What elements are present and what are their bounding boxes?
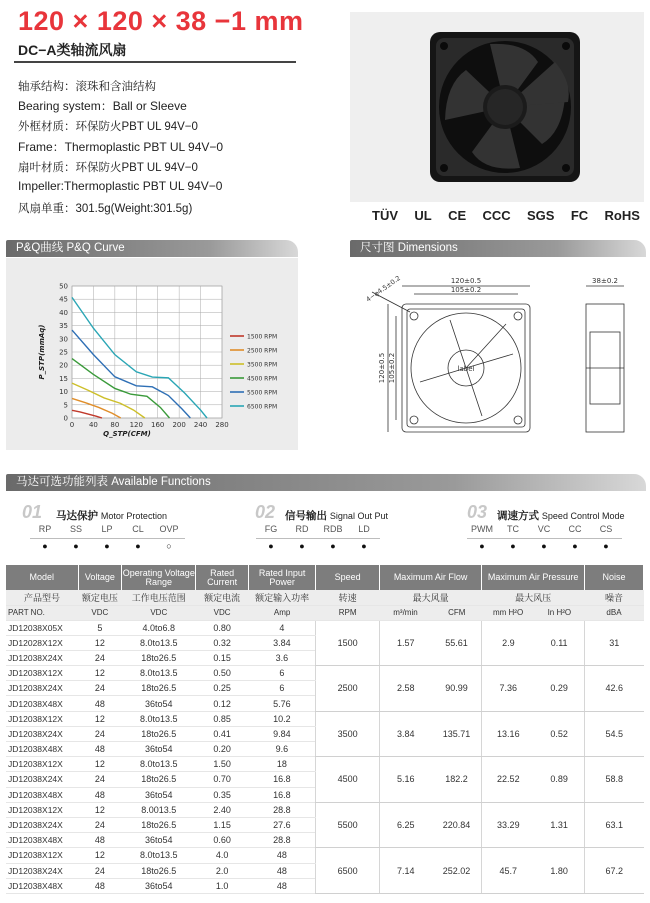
pq-chart: [30, 272, 298, 440]
model-cell: JD12038X24X: [6, 772, 78, 787]
table-cell: 36to54: [122, 742, 196, 757]
table-cell: 16.8: [248, 772, 316, 787]
dim-hole: 4−φ4.5±0.2: [364, 274, 402, 304]
function-code: CL: [132, 524, 144, 534]
legend-entry: 3500 RPM: [247, 361, 278, 369]
legend-entry: 2500 RPM: [247, 347, 278, 355]
table-unit: VDC: [78, 605, 122, 620]
table-cell: 18: [248, 757, 316, 772]
fan-photo: [350, 12, 644, 202]
table-row: [6, 666, 644, 681]
model-cell: JD12038X24X: [6, 726, 78, 741]
function-mark: ●: [73, 541, 79, 551]
table-cell: 36to54: [122, 878, 196, 893]
x-tick-label: 160: [151, 421, 165, 429]
y-axis-label: P_STP(mmAq): [38, 324, 46, 380]
y-tick-label: 50: [59, 282, 68, 291]
function-number: 02: [255, 502, 276, 522]
table-row: [6, 802, 644, 817]
section-functions: 马达可选功能列表 Available Functions: [6, 474, 646, 491]
certification-row: [372, 203, 640, 227]
airflow-m3-cell: 6.25: [379, 802, 431, 848]
function-title: 调速方式 Speed Control Mode: [497, 510, 625, 522]
function-code: CS: [599, 524, 613, 534]
sgs-icon: SGS: [527, 207, 555, 223]
pressure-in-cell: 1.80: [534, 848, 584, 894]
table-cell: 0.60: [196, 833, 248, 848]
table-cell: 27.6: [248, 817, 316, 832]
pressure-mm-cell: 13.16: [482, 711, 534, 757]
pressure-mm-cell: 22.52: [482, 757, 534, 803]
table-cell: 12: [78, 666, 122, 681]
table-cell: 48: [248, 863, 316, 878]
table-cell: 24: [78, 772, 122, 787]
function-number: 01: [22, 502, 43, 522]
function-title: 马达保护 Motor Protection: [56, 510, 167, 522]
rohs-icon: RoHS: [604, 207, 640, 223]
table-cell: 8.0to13.5: [122, 711, 196, 726]
dim-inner-width: 105±0.2: [450, 286, 482, 294]
spec-bearing-en: Bearing system：Ball or Sleeve: [18, 99, 187, 113]
table-cell: 3.84: [248, 635, 316, 650]
y-tick-label: 15: [59, 374, 68, 383]
airflow-m3-cell: 3.84: [379, 711, 431, 757]
table-cell: 4.0: [196, 848, 248, 863]
table-cell: 0.85: [196, 711, 248, 726]
noise-cell: 67.2: [584, 848, 643, 894]
table-cell: 28.8: [248, 833, 316, 848]
function-mark: ○: [166, 541, 172, 551]
table-header-cn: 转速: [316, 590, 379, 605]
table-row: [6, 620, 644, 635]
table-cell: 0.12: [196, 696, 248, 711]
speed-cell: 3500: [316, 711, 379, 757]
speed-cell: 2500: [316, 666, 379, 712]
table-cell: 5: [78, 620, 122, 635]
dim-height: 120±0.5: [378, 352, 386, 384]
x-tick-label: 240: [193, 421, 208, 429]
table-header: Rated Current: [196, 565, 248, 590]
table-cell: 8.0to13.5: [122, 635, 196, 650]
model-cell: JD12038X24X: [6, 681, 78, 696]
table-unit: PART NO.: [6, 605, 78, 620]
model-cell: JD12038X12X: [6, 711, 78, 726]
table-cell: 18to26.5: [122, 863, 196, 878]
function-divider: [256, 538, 380, 539]
table-cell: 8.0to13.5: [122, 848, 196, 863]
noise-cell: 58.8: [584, 757, 643, 803]
table-cell: 18to26.5: [122, 650, 196, 665]
noise-cell: 54.5: [584, 711, 643, 757]
dim-label: label: [457, 365, 475, 373]
table-cell: 48: [248, 878, 316, 893]
ul-icon: UL: [414, 207, 432, 223]
model-cell: JD12038X24X: [6, 650, 78, 665]
table-header: Rated Input Power: [248, 565, 316, 590]
table-cell: 18to26.5: [122, 681, 196, 696]
speed-cell: 5500: [316, 802, 379, 848]
y-tick-label: 10: [59, 388, 68, 397]
table-header: Maximum Air Flow: [379, 565, 482, 590]
table-cell: 2.40: [196, 802, 248, 817]
table-row: [6, 711, 644, 726]
y-tick-label: 25: [59, 348, 68, 357]
pressure-mm-cell: 2.9: [482, 620, 534, 666]
table-cell: 12: [78, 757, 122, 772]
x-tick-label: 280: [215, 421, 229, 429]
table-header: Operating Voltage Range: [122, 565, 196, 590]
function-code: LP: [101, 524, 113, 534]
table-unit: dBA: [584, 605, 643, 620]
table-cell: 18to26.5: [122, 817, 196, 832]
model-cell: JD12038X48X: [6, 787, 78, 802]
function-mark: ●: [510, 541, 516, 551]
function-title: 信号输出 Signal Out Put: [285, 510, 388, 522]
table-cell: 0.32: [196, 635, 248, 650]
table-cell: 4: [248, 620, 316, 635]
model-cell: JD12038X48X: [6, 878, 78, 893]
table-cell: 2.0: [196, 863, 248, 878]
airflow-cfm-cell: 55.61: [432, 620, 482, 666]
table-cell: 24: [78, 726, 122, 741]
pressure-in-cell: 0.11: [534, 620, 584, 666]
table-cell: 8.0013.5: [122, 802, 196, 817]
table-header-cn: 额定电流: [196, 590, 248, 605]
model-cell: JD12028X12X: [6, 635, 78, 650]
table-cell: 9.84: [248, 726, 316, 741]
legend-entry: 5500 RPM: [247, 389, 278, 397]
section-pq-curve: P&Q曲线 P&Q Curve: [6, 240, 298, 257]
table-header-cn: 额定电压: [78, 590, 122, 605]
table-cell: 48: [78, 787, 122, 802]
table-header: Voltage: [78, 565, 122, 590]
table-header-cn: 产品型号: [6, 590, 78, 605]
x-tick-label: 40: [88, 421, 98, 429]
function-code: LD: [358, 524, 370, 534]
airflow-m3-cell: 7.14: [379, 848, 431, 894]
table-header: Maximum Air Pressure: [482, 565, 585, 590]
spec-impeller-en: Impeller:Thermoplastic PBT UL 94V−0: [18, 179, 223, 193]
function-code: CC: [568, 524, 582, 534]
table-cell: 48: [248, 848, 316, 863]
airflow-cfm-cell: 182.2: [432, 757, 482, 803]
table-cell: 24: [78, 650, 122, 665]
function-mark: ●: [603, 541, 609, 551]
function-divider: [30, 538, 185, 539]
pressure-mm-cell: 7.36: [482, 666, 534, 712]
function-code: RP: [38, 524, 52, 534]
pressure-in-cell: 0.29: [534, 666, 584, 712]
table-cell: 0.70: [196, 772, 248, 787]
table-cell: 0.15: [196, 650, 248, 665]
model-cell: JD12038X48X: [6, 696, 78, 711]
table-cell: 0.41: [196, 726, 248, 741]
dim-width: 120±0.5: [450, 277, 482, 285]
function-mark: ●: [135, 541, 141, 551]
table-cell: 3.6: [248, 650, 316, 665]
model-cell: JD12038X24X: [6, 817, 78, 832]
function-mark: ●: [104, 541, 110, 551]
x-tick-label: 200: [172, 421, 186, 429]
ccc-icon: CCC: [482, 207, 511, 223]
table-cell: 28.8: [248, 802, 316, 817]
function-mark: ●: [572, 541, 578, 551]
function-code: PWM: [471, 524, 493, 534]
page-subtitle: DC−A类轴流风扇: [18, 42, 127, 58]
legend-entry: 6500 RPM: [247, 403, 278, 411]
page-title: 120 × 120 × 38 −1 mm: [18, 6, 304, 36]
table-cell: 5.76: [248, 696, 316, 711]
x-tick-label: 0: [69, 421, 75, 429]
table-cell: 4.0to6.8: [122, 620, 196, 635]
function-divider: [467, 538, 622, 539]
y-tick-label: 40: [59, 308, 68, 317]
table-unit: VDC: [196, 605, 248, 620]
speed-cell: 6500: [316, 848, 379, 894]
table-unit: VDC: [122, 605, 196, 620]
table-header: Model: [6, 565, 78, 590]
table-cell: 48: [78, 878, 122, 893]
table-header-cn: 工作电压范围: [122, 590, 196, 605]
dim-depth: 38±0.2: [592, 277, 618, 285]
airflow-cfm-cell: 252.02: [432, 848, 482, 894]
table-unit: In H²O: [534, 605, 584, 620]
function-number: 03: [467, 502, 488, 522]
table-unit: CFM: [432, 605, 482, 620]
airflow-m3-cell: 1.57: [379, 620, 431, 666]
legend-entry: 4500 RPM: [247, 375, 278, 383]
spec-table: [6, 565, 644, 894]
model-cell: JD12038X12X: [6, 666, 78, 681]
table-cell: 24: [78, 863, 122, 878]
table-cell: 0.80: [196, 620, 248, 635]
function-code: VC: [537, 524, 551, 534]
table-cell: 9.6: [248, 742, 316, 757]
function-mark: ●: [479, 541, 485, 551]
function-code: TC: [507, 524, 519, 534]
table-cell: 36to54: [122, 787, 196, 802]
table-cell: 0.35: [196, 787, 248, 802]
table-cell: 1.50: [196, 757, 248, 772]
table-cell: 48: [78, 833, 122, 848]
function-mark: ●: [361, 541, 367, 551]
function-code: RDB: [323, 524, 343, 534]
table-unit: m³/min: [379, 605, 431, 620]
y-tick-label: 30: [59, 335, 68, 344]
speed-cell: 4500: [316, 757, 379, 803]
function-mark: ●: [268, 541, 274, 551]
table-cell: 6: [248, 681, 316, 696]
table-cell: 0.50: [196, 666, 248, 681]
table-cell: 48: [78, 696, 122, 711]
table-header-cn: 最大风量: [379, 590, 482, 605]
airflow-m3-cell: 5.16: [379, 757, 431, 803]
table-cell: 12: [78, 802, 122, 817]
y-tick-label: 5: [63, 401, 68, 410]
x-axis-label: Q_STP(CFM): [103, 430, 151, 438]
spec-frame-cn: 外框材质：环保防火PBT UL 94V−0: [18, 121, 198, 133]
pressure-mm-cell: 45.7: [482, 848, 534, 894]
model-cell: JD12038X48X: [6, 742, 78, 757]
table-cell: 8.0to13.5: [122, 666, 196, 681]
dim-inner-height: 105±0.2: [388, 352, 396, 384]
table-cell: 18to26.5: [122, 726, 196, 741]
table-header-cn: 额定输入功率: [248, 590, 316, 605]
function-code: SS: [69, 524, 82, 534]
dimension-drawing: [358, 272, 646, 444]
pressure-in-cell: 1.31: [534, 802, 584, 848]
table-header-cn: 噪音: [584, 590, 643, 605]
table-cell: 12: [78, 711, 122, 726]
table-cell: 8.0to13.5: [122, 757, 196, 772]
airflow-m3-cell: 2.58: [379, 666, 431, 712]
table-cell: 24: [78, 681, 122, 696]
y-tick-label: 20: [59, 361, 68, 370]
y-tick-label: 35: [59, 322, 68, 331]
table-cell: 36to54: [122, 833, 196, 848]
x-tick-label: 80: [110, 421, 120, 429]
function-code: OVP: [159, 524, 179, 534]
function-mark: ●: [541, 541, 547, 551]
table-row: [6, 848, 644, 863]
model-cell: JD12038X12X: [6, 802, 78, 817]
table-cell: 12: [78, 635, 122, 650]
table-cell: 0.25: [196, 681, 248, 696]
table-cell: 12: [78, 848, 122, 863]
table-cell: 1.15: [196, 817, 248, 832]
function-code: FG: [264, 524, 278, 534]
table-cell: 10.2: [248, 711, 316, 726]
model-cell: JD12038X24X: [6, 863, 78, 878]
spec-bearing-cn: 轴承结构：滚珠和含油结构: [18, 81, 156, 93]
title-divider: [14, 61, 296, 63]
table-header: Speed: [316, 565, 379, 590]
table-cell: 0.20: [196, 742, 248, 757]
function-mark: ●: [330, 541, 336, 551]
airflow-cfm-cell: 220.84: [432, 802, 482, 848]
table-cell: 6: [248, 666, 316, 681]
y-tick-label: 45: [59, 295, 68, 304]
ce-icon: CE: [448, 207, 467, 223]
model-cell: JD12038X48X: [6, 833, 78, 848]
table-unit: mm H²O: [482, 605, 534, 620]
table-row: [6, 757, 644, 772]
x-tick-label: 120: [129, 421, 143, 429]
tuv-icon: TÜV: [372, 207, 398, 223]
table-cell: 18to26.5: [122, 772, 196, 787]
function-mark: ●: [42, 541, 48, 551]
spec-weight: 风扇单重：301.5g(Weight:301.5g): [18, 203, 193, 215]
table-header-cn: 最大风压: [482, 590, 585, 605]
pressure-in-cell: 0.89: [534, 757, 584, 803]
noise-cell: 63.1: [584, 802, 643, 848]
table-cell: 48: [78, 742, 122, 757]
model-cell: JD12038X05X: [6, 620, 78, 635]
table-unit: RPM: [316, 605, 379, 620]
spec-frame-en: Frame：Thermoplastic PBT UL 94V−0: [18, 140, 224, 154]
fc-icon: FC: [570, 207, 589, 223]
airflow-cfm-cell: 135.71: [432, 711, 482, 757]
y-tick-label: 0: [63, 414, 68, 423]
table-cell: 1.0: [196, 878, 248, 893]
table-unit: Amp: [248, 605, 316, 620]
model-cell: JD12038X12X: [6, 757, 78, 772]
pressure-mm-cell: 33.29: [482, 802, 534, 848]
table-header: Noise: [584, 565, 643, 590]
speed-cell: 1500: [316, 620, 379, 666]
table-cell: 24: [78, 817, 122, 832]
pressure-in-cell: 0.52: [534, 711, 584, 757]
legend-entry: 1500 RPM: [247, 333, 278, 341]
function-mark: ●: [299, 541, 305, 551]
noise-cell: 42.6: [584, 666, 643, 712]
airflow-cfm-cell: 90.99: [432, 666, 482, 712]
section-dimensions: 尺寸图 Dimensions: [350, 240, 646, 257]
function-code: RD: [295, 524, 309, 534]
noise-cell: 31: [584, 620, 643, 666]
table-cell: 16.8: [248, 787, 316, 802]
model-cell: JD12038X12X: [6, 848, 78, 863]
table-cell: 36to54: [122, 696, 196, 711]
spec-impeller-cn: 扇叶材质：环保防火PBT UL 94V−0: [18, 162, 198, 174]
